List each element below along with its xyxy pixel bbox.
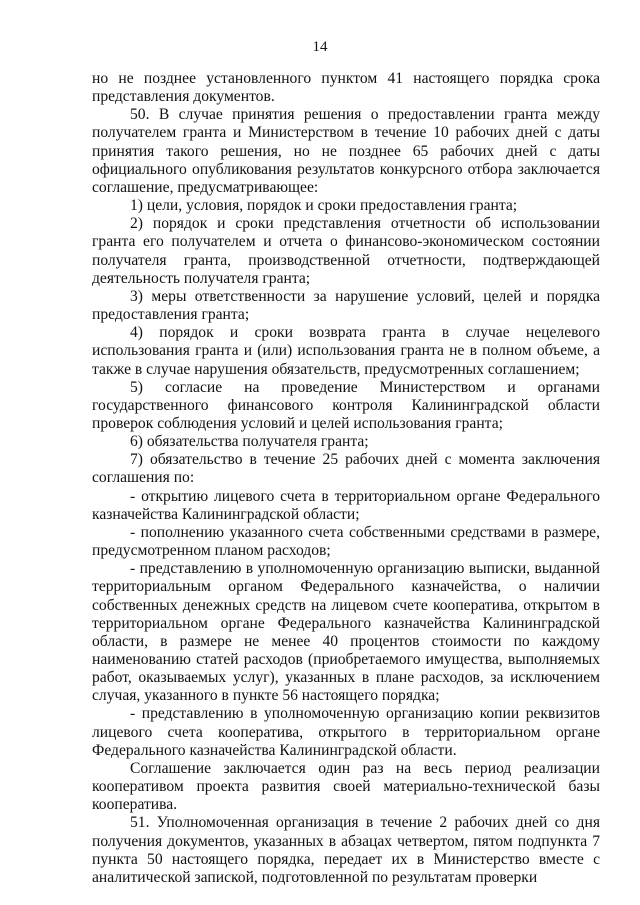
sub-item-submit-statement: - представлению в уполномоченную организацию выписки, выданной территориальным органом Федерального казначейства, о наличии собственных денежных средств на лицевом счете кооператива, открытом в территориальном органе Федерального казначейства Калининградской области, в размере не менее 40 процентов стоимости по каждому наименованию статей расходов (приобретаемого имущества, выполняемых работ, оказываемых услуг), указанных в плане расходов, за исключением случая, указанного в пункте 56 настоящего порядка; — [92, 560, 600, 705]
paragraph-clause-51: 51. Уполномоченная организация в течение 2 рабочих дней со дня получения документов, указанных в абзацах четвертом, пятом подпункта 7 пункта 50 настоящего порядка, передает их в Министерство вместе с аналитической запиской, подготовленной по результатам проверки — [92, 814, 600, 886]
list-item-4: 4) порядок и сроки возврата гранта в случае нецелевого использования гранта и (или) использования гранта не в полном объеме, а также в случае нарушения обязательств, предусмотренных соглашением; — [92, 324, 600, 378]
paragraph-clause-50: 50. В случае принятия решения о предоставлении гранта между получателем гранта и Министерством в течение 10 рабочих дней с даты принятия такого решения, но не позднее 65 рабочих дней с даты официального опубликования результатов конкурсного отбора заключается соглашение, предусматривающее: — [92, 106, 600, 196]
list-item-2: 2) порядок и сроки представления отчетности об использовании гранта его получателем и отчета о финансово-экономическом состоянии получателя гранта, производственной отчетности, подтверждающей деятельность получателя гранта; — [92, 215, 600, 287]
paragraph-continuation: но не позднее установленного пунктом 41 настоящего порядка срока представления документов. — [92, 70, 600, 106]
list-item-5: 5) согласие на проведение Министерством и органами государственного финансового контроля Калининградской области проверок соблюдения условий и целей использования гранта; — [92, 378, 600, 432]
document-body — [92, 70, 600, 887]
sub-item-replenish-account: - пополнению указанного счета собственными средствами в размере, предусмотренном планом расходов; — [92, 523, 600, 560]
list-item-6: 6) обязательства получателя гранта; — [130, 433, 369, 451]
list-item-7: 7) обязательство в течение 25 рабочих дней с момента заключения соглашения по: — [92, 451, 600, 487]
sub-item-submit-requisites: - представлению в уполномоченную организацию копии реквизитов лицевого счета кооператива, открытого в территориальном органе Федерального казначейства Калининградской области. — [92, 705, 600, 759]
page-number: 14 — [312, 39, 328, 55]
sub-item-open-account: - открытию лицевого счета в территориальном органе Федерального казначейства Калининградской области; — [92, 487, 600, 523]
list-item-1: 1) цели, условия, порядок и сроки предоставления гранта; — [130, 197, 518, 215]
paragraph-agreement-term: Соглашение заключается один раз на весь период реализации кооперативом проекта развития своей материально-технической базы кооператива. — [92, 759, 600, 814]
list-item-3: 3) меры ответственности за нарушение условий, целей и порядка предоставления гранта; — [92, 287, 600, 324]
